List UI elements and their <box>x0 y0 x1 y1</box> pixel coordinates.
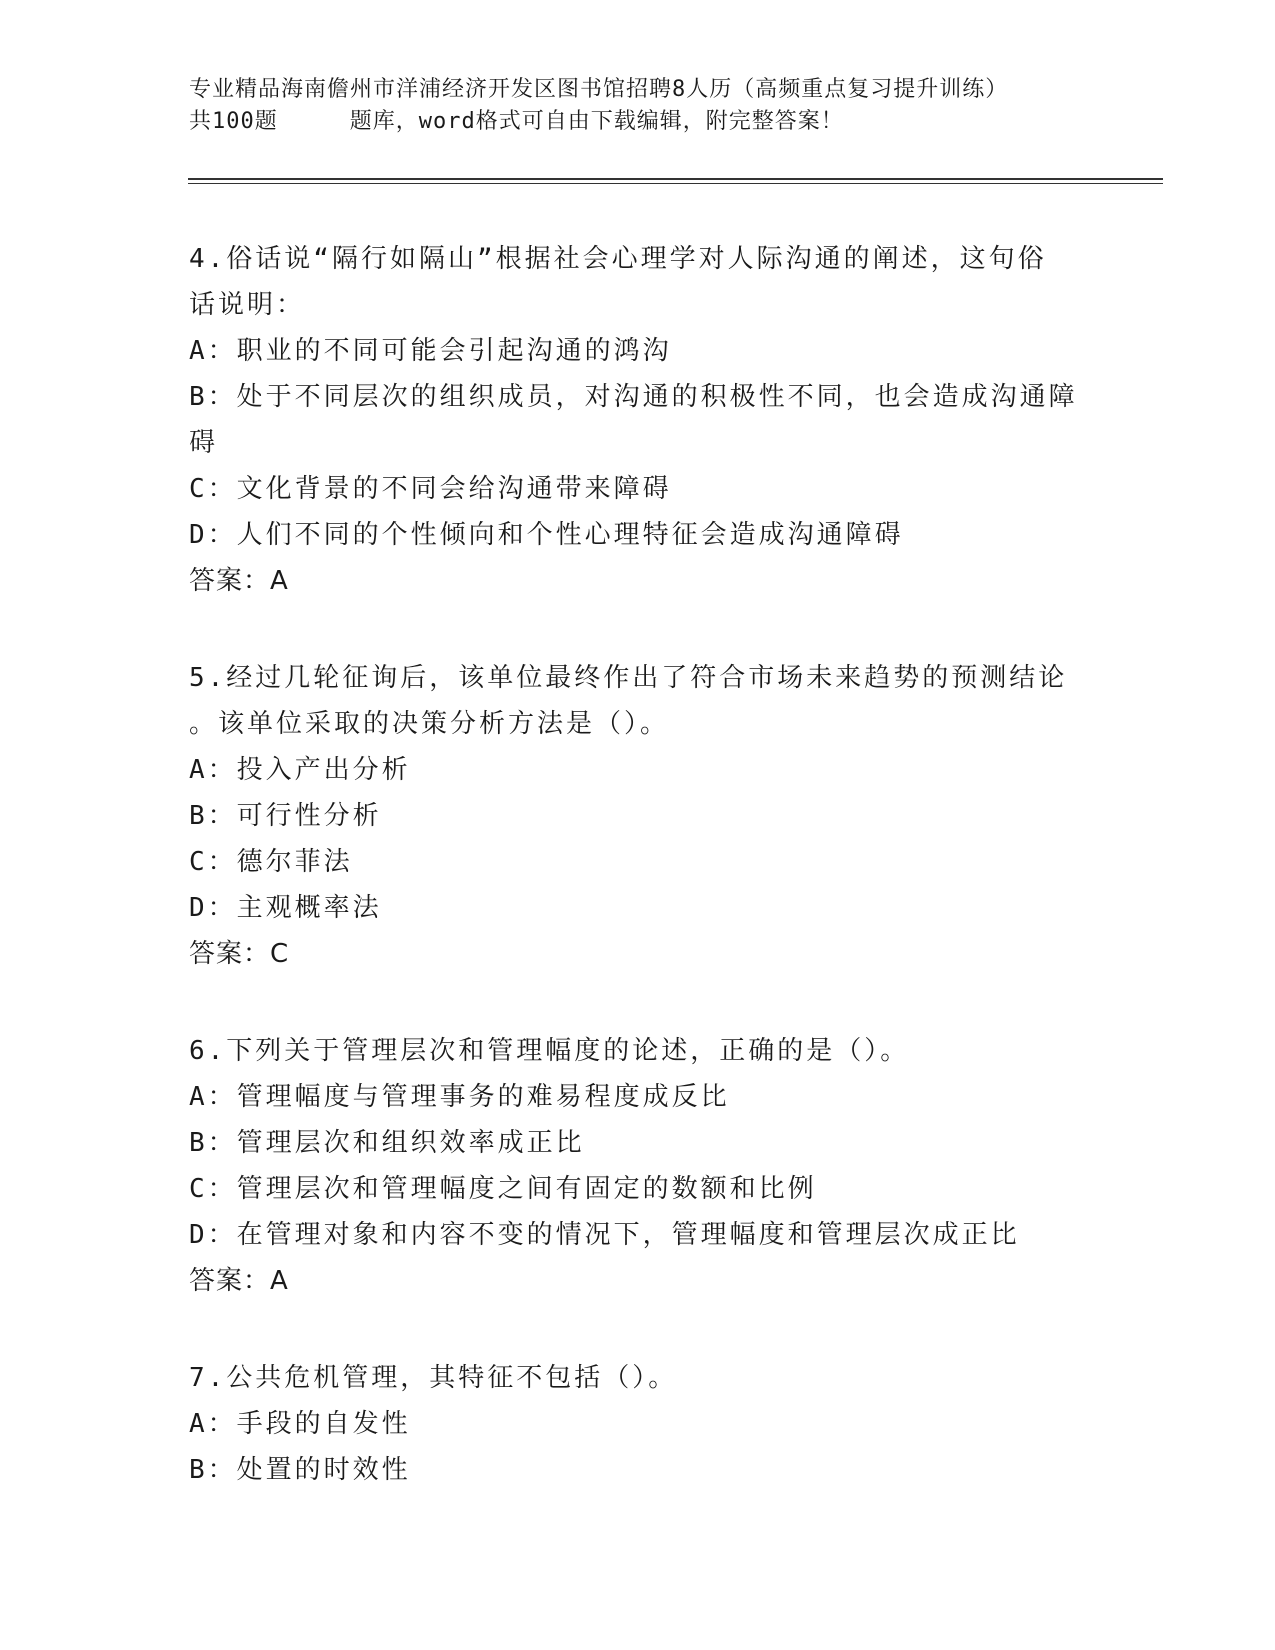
option-c: C：文化背景的不同会给沟通带来障碍 <box>189 474 672 504</box>
option-a: A：职业的不同可能会引起沟通的鸿沟 <box>189 336 672 366</box>
question-5 <box>189 655 1089 977</box>
option-a: A：手段的自发性 <box>189 1409 411 1439</box>
question-text-line: 。该单位采取的决策分析方法是（）。 <box>189 709 670 739</box>
answer-label: 答案：C <box>189 939 290 969</box>
option-a: A：投入产出分析 <box>189 755 411 785</box>
answer-label: 答案：A <box>189 1266 289 1296</box>
question-count: 共100题 <box>189 109 278 134</box>
option-b: B：可行性分析 <box>189 801 382 831</box>
question-text-line: 6.下列关于管理层次和管理幅度的论述，正确的是（）。 <box>189 1036 910 1066</box>
option-b: B：处于不同层次的组织成员，对沟通的积极性不同，也会造成沟通障 <box>189 382 1078 412</box>
option-d: D：人们不同的个性倾向和个性心理特征会造成沟通障碍 <box>189 520 904 550</box>
question-list <box>189 236 1089 1544</box>
document-header <box>189 74 1089 138</box>
question-6 <box>189 1028 1089 1304</box>
answer-label: 答案：A <box>189 566 289 596</box>
question-text-line: 5.经过几轮征询后，该单位最终作出了符合市场未来趋势的预测结论 <box>189 663 1068 693</box>
header-divider-thin <box>188 183 1163 184</box>
header-title-line: 专业精品海南儋州市洋浦经济开发区图书馆招聘8人历（高频重点复习提升训练） <box>189 77 1009 102</box>
question-text-line: 4.俗话说“隔行如隔山”根据社会心理学对人际沟通的阐述，这句俗 <box>189 244 1047 274</box>
option-d: D：在管理对象和内容不变的情况下，管理幅度和管理层次成正比 <box>189 1220 1020 1250</box>
header-description: 题库，word格式可自由下载编辑，附完整答案！ <box>349 109 844 134</box>
option-b: B：管理层次和组织效率成正比 <box>189 1128 585 1158</box>
header-subtitle-line <box>189 106 1089 138</box>
option-b-continued: 碍 <box>189 428 219 458</box>
option-b: B：处置的时效性 <box>189 1455 411 1485</box>
option-d: D：主观概率法 <box>189 893 382 923</box>
option-a: A：管理幅度与管理事务的难易程度成反比 <box>189 1082 730 1112</box>
question-text-line: 话说明： <box>189 290 306 320</box>
question-7 <box>189 1355 1089 1493</box>
option-c: C：德尔菲法 <box>189 847 353 877</box>
header-divider-thick <box>188 178 1163 180</box>
question-4 <box>189 236 1089 604</box>
question-text-line: 7.公共危机管理，其特征不包括（）。 <box>189 1363 678 1393</box>
option-c: C：管理层次和管理幅度之间有固定的数额和比例 <box>189 1174 817 1204</box>
